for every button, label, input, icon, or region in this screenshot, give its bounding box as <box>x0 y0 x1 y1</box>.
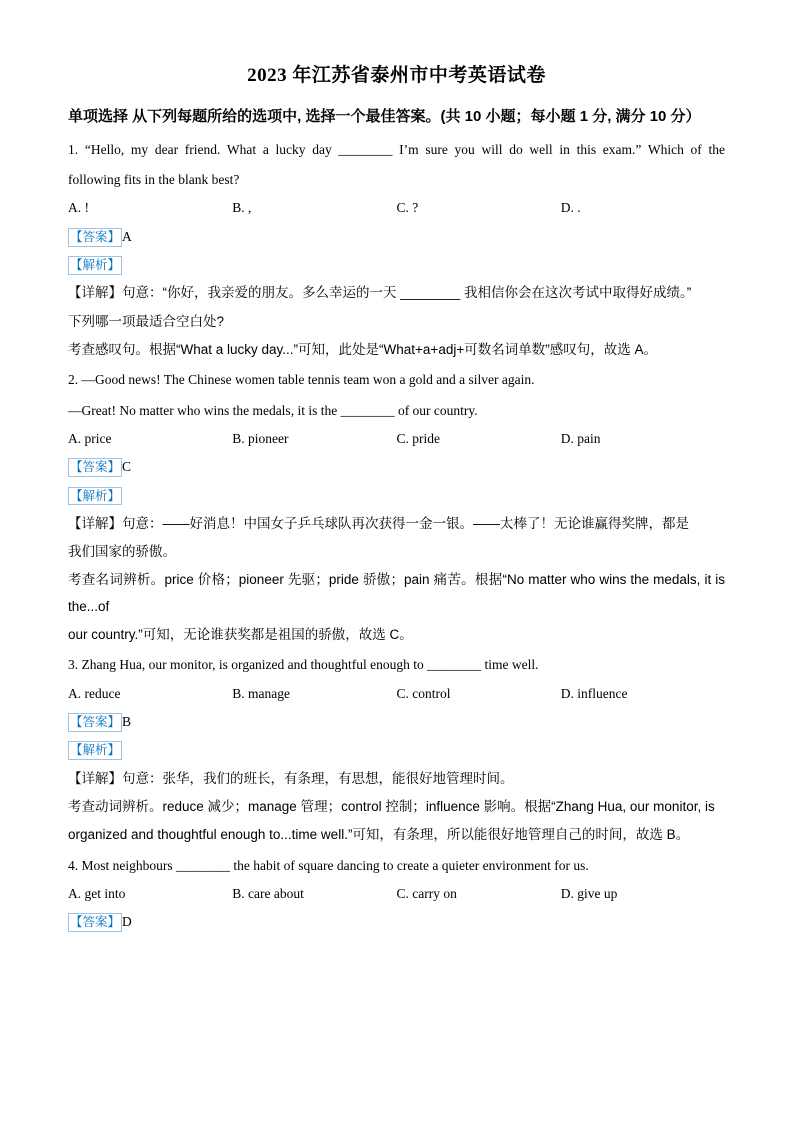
question-stem-line: 2. —Good news! The Chinese women table tennis team won a gold and a silver again. <box>68 372 535 388</box>
detail-line: 【详解】句意：——好消息！中国女子乒乓球队再次获得一金一银。——太棒了！无论谁赢得奖牌，都是 <box>68 515 689 531</box>
answer-value: C <box>122 459 132 475</box>
question-stem-line: —Great! No matter who wins the medals, it is the ________ of our country. <box>68 402 478 418</box>
analysis-label: 【解析】 <box>68 256 122 275</box>
option-row <box>68 881 725 907</box>
option-d[interactable]: D. . <box>560 200 581 216</box>
option-b[interactable]: B. pioneer <box>232 430 289 446</box>
question-block-2 <box>68 367 725 648</box>
option-c[interactable]: C. carry on <box>396 885 457 901</box>
question-stem-line: 4. Most neighbours ________ the habit of square dancing to create a quieter environment for us. <box>68 857 589 873</box>
answer-line <box>68 224 725 250</box>
analysis-line <box>68 252 725 278</box>
option-b[interactable]: B. manage <box>232 685 290 701</box>
detail-line: 下列哪一项最适合空白处? <box>68 313 225 329</box>
option-a[interactable]: A. reduce <box>68 685 121 701</box>
detail-line: 我们国家的骄傲。 <box>68 544 176 560</box>
analysis-line <box>68 483 725 509</box>
option-d[interactable]: D. give up <box>560 885 618 901</box>
answer-line <box>68 454 725 480</box>
analysis-label: 【解析】 <box>68 741 122 760</box>
option-b[interactable]: B. , <box>232 200 252 216</box>
answer-value: D <box>122 914 132 930</box>
option-row <box>68 426 725 452</box>
detail-line: 【详解】句意：“你好，我亲爱的朋友。多么幸运的一天 ________ 我相信你会在这次考试中取得好成绩。” <box>68 285 692 301</box>
analysis-line <box>68 737 725 763</box>
question-block-4 <box>68 853 725 936</box>
section-heading: 单项选择 从下列每题所给的选项中, 选择一个最佳答案。(共 10 小题；每小题 1 分, 满分 10 分） <box>68 108 701 125</box>
answer-label: 【答案】 <box>68 458 122 477</box>
option-c[interactable]: C. ? <box>396 200 419 216</box>
option-a[interactable]: A. ! <box>68 200 89 216</box>
answer-value: A <box>122 228 132 244</box>
answer-label: 【答案】 <box>68 228 122 247</box>
analysis-text: organized and thoughtful enough to...time well.”可知，有条理，所以能很好地管理自己的时间，故选 B。 <box>68 827 690 843</box>
answer-label: 【答案】 <box>68 713 122 732</box>
option-row <box>68 195 725 221</box>
option-c[interactable]: C. control <box>396 685 451 701</box>
question-block-1 <box>68 137 725 364</box>
answer-line <box>68 909 725 935</box>
detail-line: 【详解】句意：张华，我们的班长，有条理，有思想，能很好地管理时间。 <box>68 770 514 786</box>
answer-line <box>68 709 725 735</box>
analysis-text: 考查名词辨析。price 价格；pioneer 先驱；pride 骄傲；pain 痛苦。根据“No matter who wins the medals, it is the...of <box>68 572 725 614</box>
analysis-text: our country.”可知，无论谁获奖都是祖国的骄傲，故选 C。 <box>68 627 413 643</box>
question-stem-line: 1. “Hello, my dear friend. What a lucky day ________ I’m sure you will do well in this exam.” Which of the <box>68 141 725 157</box>
answer-value: B <box>122 714 132 729</box>
answer-label: 【答案】 <box>68 913 122 932</box>
option-a[interactable]: A. price <box>68 430 112 446</box>
option-b[interactable]: B. care about <box>232 885 304 901</box>
option-d[interactable]: D. pain <box>560 430 601 446</box>
question-stem-line: following fits in the blank best? <box>68 172 240 188</box>
question-block-3 <box>68 652 725 848</box>
option-row <box>68 681 725 707</box>
option-c[interactable]: C. pride <box>396 430 440 446</box>
analysis-label: 【解析】 <box>68 487 122 506</box>
page-title: 2023 年江苏省泰州市中考英语试卷 <box>247 65 546 86</box>
question-stem-line: 3. Zhang Hua, our monitor, is organized and thoughtful enough to ________ time well. <box>68 657 539 673</box>
analysis-text: 考查动词辨析。reduce 减少；manage 管理；control 控制；influence 影响。根据“Zhang Hua, our monitor, is <box>68 798 715 814</box>
option-d[interactable]: D. influence <box>560 685 628 701</box>
option-a[interactable]: A. get into <box>68 885 126 901</box>
analysis-text: 考查感叹句。根据“What a lucky day...”可知，此处是“What+a+adj+可数名词单数”感叹句，故选 A。 <box>68 341 657 357</box>
